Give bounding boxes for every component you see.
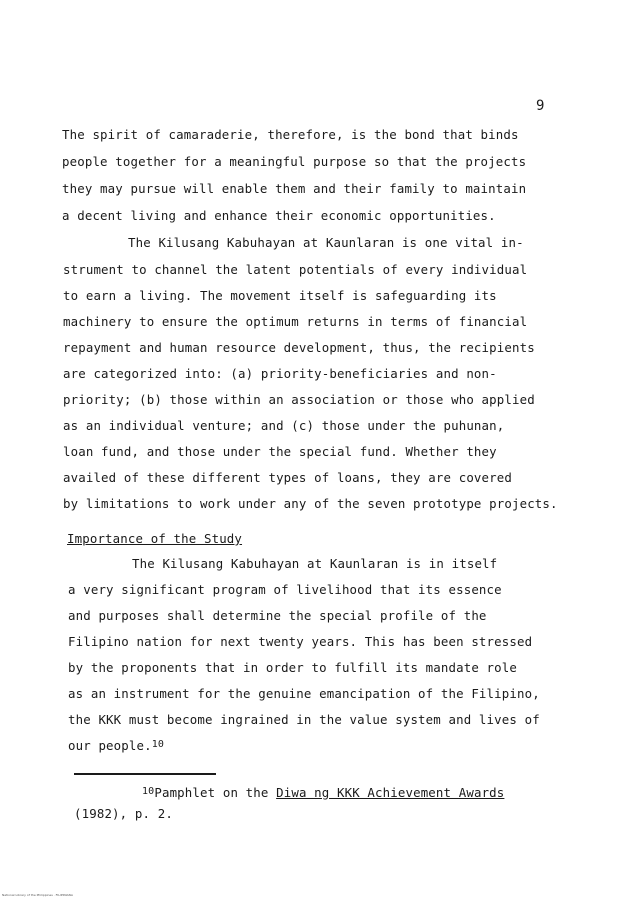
footnote-separator [74, 773, 216, 775]
text-line: by limitations to work under any of the seven prototype projects. [63, 496, 558, 511]
footnote-reference: 10 [151, 739, 165, 750]
footnote-line [142, 785, 504, 800]
text-line: repayment and human resource development, thus, the recipients [63, 340, 535, 355]
text-line: are categorized into: (a) priority-beneficiaries and non- [63, 366, 497, 381]
text-line: machinery to ensure the optimum returns in terms of financial [63, 314, 528, 329]
text-line: by the proponents that in order to fulfill its mandate role [68, 660, 517, 675]
text-line: people together for a meaningful purpose so that the projects [62, 154, 527, 169]
text-line: availed of these different types of loans, they are covered [63, 470, 512, 485]
footnote-text: Pamphlet on the [154, 785, 277, 800]
text-line: a decent living and enhance their economic opportunities. [62, 208, 496, 223]
text-line: the KKK must become ingrained in the value system and lives of [68, 712, 540, 727]
text-line: as an individual venture; and (c) those under the puhunan, [63, 418, 505, 433]
text-line: The Kilusang Kabuhayan at Kaunlaran is in itself [132, 556, 498, 571]
text-line [68, 738, 164, 753]
section-heading: Importance of the Study [67, 531, 243, 546]
text-line-end: our people. [68, 738, 152, 753]
text-line: loan fund, and those under the special fund. Whether they [63, 444, 497, 459]
text-line: Filipino nation for next twenty years. This has been stressed [68, 634, 533, 649]
text-line: as an instrument for the genuine emancipation of the Filipino, [68, 686, 540, 701]
page-number: 9 [536, 98, 545, 114]
text-line: The spirit of camaraderie, therefore, is the bond that binds [62, 127, 519, 142]
text-line: and purposes shall determine the special profile of the [68, 608, 487, 623]
text-line: priority; (b) those within an association or those who applied [63, 392, 535, 407]
text-line: strument to channel the latent potentials of every individual [63, 262, 528, 277]
scan-stamp: National Library of the Philippines · FILIPINIANA [2, 893, 73, 897]
text-line: a very significant program of livelihood that its essence [68, 582, 502, 597]
footnote-line: (1982), p. 2. [74, 806, 173, 821]
text-line: to earn a living. The movement itself is safeguarding its [63, 288, 497, 303]
footnote-title: Diwa ng KKK Achievement Awards [276, 785, 505, 800]
footnote-marker: 10 [142, 786, 155, 797]
text-line: The Kilusang Kabuhayan at Kaunlaran is one vital in- [128, 235, 524, 250]
text-line: they may pursue will enable them and their family to maintain [62, 181, 527, 196]
